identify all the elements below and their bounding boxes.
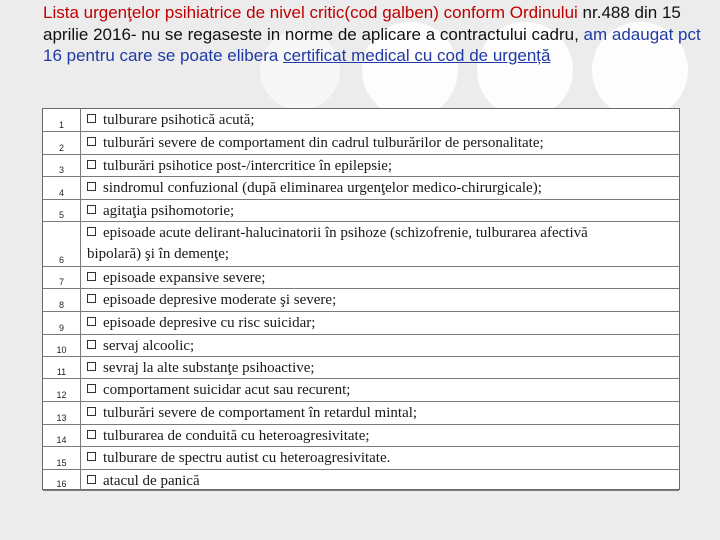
row-number-label: 4 — [58, 188, 64, 198]
row-number-label: 7 — [58, 277, 64, 287]
table-row — [43, 132, 679, 155]
row-text: tulburarea de conduită cu heteroagresivitate; — [103, 428, 370, 444]
row-number-label: 9 — [58, 323, 64, 333]
row-text-cell — [81, 312, 679, 334]
row-number — [43, 402, 81, 424]
table-row — [43, 470, 679, 491]
row-text-cell — [81, 200, 679, 221]
checkbox-icon — [87, 362, 96, 371]
row-number-label: 15 — [56, 458, 67, 468]
row-number — [43, 289, 81, 311]
row-number-label: 8 — [58, 300, 64, 310]
table-row — [43, 267, 679, 289]
checkbox-icon — [87, 294, 96, 303]
row-text: tulburări psihotice post-/intercritice în epilepsie; — [103, 158, 393, 174]
row-text: tulburări severe de comportament din cadrul tulburărilor de personalitate; — [103, 135, 544, 151]
table-row — [43, 402, 679, 425]
row-text: sindromul confuzional (după eliminarea urgenţelor medico-chirurgicale); — [103, 180, 542, 196]
row-number-label: 12 — [56, 390, 67, 400]
row-text: episoade depresive moderate şi severe; — [103, 292, 337, 308]
title-link-text[interactable]: certificat medical cu cod de urgență — [283, 46, 551, 65]
row-number-label: 11 — [56, 367, 67, 377]
table-row — [43, 425, 679, 447]
checkbox-icon — [87, 114, 96, 123]
checkbox-icon — [87, 137, 96, 146]
checkbox-icon — [87, 384, 96, 393]
row-number — [43, 132, 81, 154]
row-text: agitaţia psihomotorie; — [103, 203, 235, 219]
row-number — [43, 155, 81, 176]
row-number — [43, 177, 81, 199]
table-row — [43, 200, 679, 222]
row-text-cell — [81, 132, 679, 154]
table-row — [43, 155, 679, 177]
row-text-cell — [81, 379, 679, 401]
checkbox-icon — [87, 205, 96, 214]
row-number-label: 5 — [58, 210, 64, 220]
urgency-table — [42, 108, 680, 490]
table-row — [43, 447, 679, 470]
row-number — [43, 447, 81, 469]
row-text-cell — [81, 402, 679, 424]
row-text: tulburare de spectru autist cu heteroagresivitate. — [103, 450, 391, 466]
row-number-label: 6 — [58, 255, 64, 265]
checkbox-icon — [87, 160, 96, 169]
row-text-cell — [81, 155, 679, 176]
table-row — [43, 312, 679, 335]
row-number — [43, 267, 81, 288]
row-number-label: 14 — [56, 435, 67, 445]
row-number — [43, 200, 81, 221]
checkbox-icon — [87, 475, 96, 484]
checkbox-icon — [87, 340, 96, 349]
row-number-label: 13 — [56, 413, 67, 423]
row-text: atacul de panică — [103, 473, 200, 489]
slide-title — [43, 2, 713, 67]
row-text-cell — [81, 177, 679, 199]
table-row — [43, 109, 679, 132]
row-number — [43, 312, 81, 334]
table-row — [43, 335, 679, 357]
row-number — [43, 222, 81, 266]
row-text: comportament suicidar acut sau recurent; — [103, 382, 351, 398]
table-row — [43, 379, 679, 402]
row-number — [43, 109, 81, 131]
row-number-label: 1 — [58, 120, 64, 130]
checkbox-icon — [87, 317, 96, 326]
row-text-cell — [81, 470, 679, 490]
row-text-cell — [81, 357, 679, 378]
row-text-continued: bipolară) şi în demenţe; — [87, 246, 230, 262]
row-number — [43, 335, 81, 356]
checkbox-icon — [87, 272, 96, 281]
table-row — [43, 222, 679, 267]
row-text: sevraj la alte substanţe psihoactive; — [103, 360, 315, 376]
checkbox-icon — [87, 182, 96, 191]
table-row — [43, 177, 679, 200]
checkbox-icon — [87, 407, 96, 416]
row-text: tulburare psihotică acută; — [103, 112, 255, 128]
row-number-label: 2 — [58, 143, 64, 153]
row-text-cell — [81, 267, 679, 288]
checkbox-icon — [87, 227, 96, 236]
checkbox-icon — [87, 430, 96, 439]
checkbox-icon — [87, 452, 96, 461]
row-text: tulburări severe de comportament în retardul mintal; — [103, 405, 418, 421]
row-number — [43, 379, 81, 401]
title-red-text: Lista urgenţelor psihiatrice de nivel critic(cod galben) conform Ordinului — [43, 3, 578, 22]
row-text-cell — [81, 425, 679, 446]
table-row — [43, 289, 679, 312]
row-text-cell — [81, 222, 679, 266]
row-number — [43, 357, 81, 378]
row-text: episoade expansive severe; — [103, 270, 266, 286]
row-text-cell — [81, 289, 679, 311]
row-text-cell — [81, 109, 679, 131]
title-black-text: nr.488 din 15 aprilie 2016- nu se regaseste in norme de aplicare a contractului cadru, — [43, 3, 681, 44]
table-row — [43, 357, 679, 379]
row-number — [43, 425, 81, 446]
row-number-label: 10 — [56, 345, 67, 355]
row-number — [43, 470, 81, 490]
row-number-label: 16 — [56, 479, 67, 489]
row-number-label: 3 — [58, 165, 64, 175]
row-text: episoade depresive cu risc suicidar; — [103, 315, 316, 331]
row-text-cell — [81, 447, 679, 469]
row-text: episoade acute delirant-halucinatorii în psihoze (schizofrenie, tulburarea afectivă — [103, 225, 588, 241]
row-text-cell — [81, 335, 679, 356]
title-blue-text: am adaugat pct 16 pentru care se poate elibera — [43, 24, 701, 65]
row-text: servaj alcoolic; — [103, 338, 195, 354]
